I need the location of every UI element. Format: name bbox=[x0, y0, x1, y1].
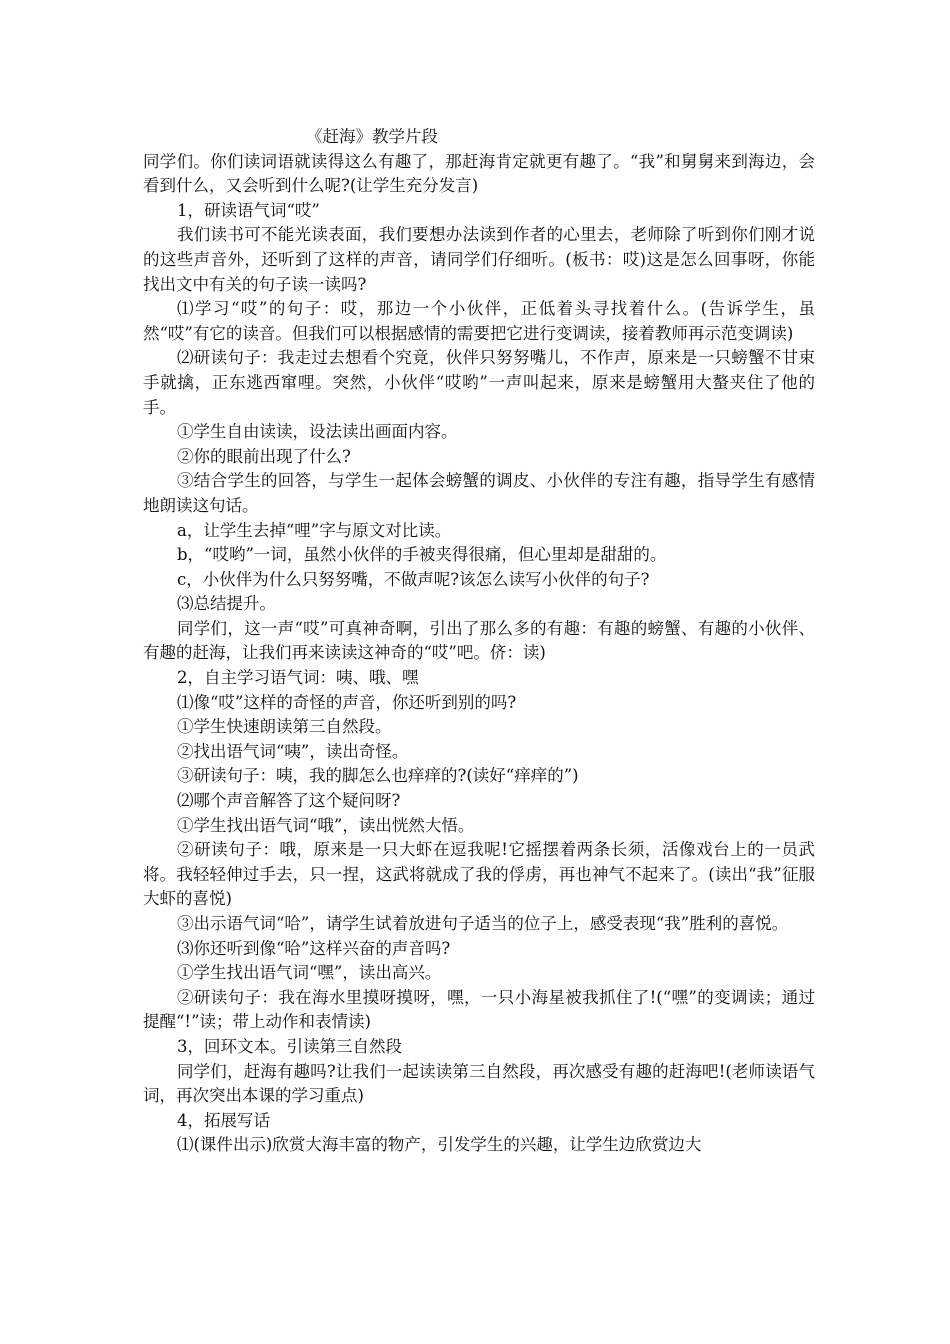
paragraph: ⑴学习“哎”的句子：哎，那边一个小伙伴，正低着头寻找着什么。(告诉学生，虽然“哎”有它的读音。但我们可以根据感情的需要把它进行变调读，接着教师再示范变调读) bbox=[143, 299, 815, 343]
paragraph: ①学生自由读读，设法读出画面内容。 bbox=[177, 422, 458, 442]
paragraph: c，小伙伴为什么只努努嘴，不做声呢?该怎么读写小伙伴的句子? bbox=[177, 569, 650, 589]
paragraph: ①学生找出语气词“嘿”，读出高兴。 bbox=[177, 963, 442, 983]
paragraph-list bbox=[143, 150, 815, 1158]
paragraph: ②找出语气词“咦”，读出奇怪。 bbox=[177, 741, 409, 761]
paragraph: 我们读书可不能光读表面，我们要想办法读到作者的心里去，老师除了听到你们刚才说的这些声音外，还听到了这样的声音，请同学们仔细听。(板书：哎)这是怎么回事呀，你能找出文中有关的句子读一读吗? bbox=[143, 225, 815, 294]
paragraph: 1，研读语气词“哎” bbox=[177, 200, 320, 220]
paragraph: ①学生快速朗读第三自然段。 bbox=[177, 717, 392, 737]
document-body bbox=[143, 125, 815, 1158]
paragraph: ③出示语气词“哈”，请学生试着放进句子适当的位子上，感受表现“我”胜利的喜悦。 bbox=[177, 914, 789, 933]
paragraph: 同学们。你们读词语就读得这么有趣了，那赶海肯定就更有趣了。“我”和舅舅来到海边，会看到什么，又会听到什么呢?(让学生充分发言) bbox=[143, 151, 815, 196]
paragraph: ⑴像“哎”这样的奇怪的声音，你还听到别的吗? bbox=[177, 692, 517, 712]
paragraph: ③结合学生的回答，与学生一起体会螃蟹的调皮、小伙伴的专注有趣，指导学生有感情地朗读这句话。 bbox=[143, 471, 815, 515]
paragraph: 3，回环文本。引读第三自然段 bbox=[177, 1036, 402, 1056]
paragraph: ⑴(课件出示)欣赏大海丰富的物产，引发学生的兴趣，让学生边欣赏边大 bbox=[177, 1135, 702, 1155]
paragraph: b，“哎哟”一词，虽然小伙伴的手被夹得很痛，但心里却是甜甜的。 bbox=[177, 545, 667, 565]
paragraph: ⑵研读句子：我走过去想看个究竟，伙伴只努努嘴儿，不作声，原来是一只螃蟹不甘束手就擒，正东逃西窜哩。突然，小伙伴“哎哟”一声叫起来，原来是螃蟹用大螯夹住了他的手。 bbox=[143, 348, 815, 417]
paragraph: ②研读句子：我在海水里摸呀摸呀，嘿，一只小海星被我抓住了!(“嘿”的变调读；通过提醒“!”读；带上动作和表情读) bbox=[143, 987, 815, 1032]
paragraph: ①学生找出语气词“哦”，读出恍然大悟。 bbox=[177, 815, 475, 835]
paragraph: ⑶总结提升。 bbox=[177, 594, 276, 614]
paragraph: a，让学生去掉“哩”字与原文对比读。 bbox=[177, 520, 452, 540]
paragraph: ③研读句子：咦，我的脚怎么也痒痒的?(读好“痒痒的”) bbox=[177, 766, 579, 786]
document-title: 《赶海》教学片段 bbox=[306, 127, 438, 146]
paragraph: 同学们，这一声“哎”可真神奇啊，引出了那么多的有趣：有趣的螃蟹、有趣的小伙伴、有趣的赶海，让我们再来读读这神奇的“哎”吧。侪：读) bbox=[143, 618, 815, 663]
paragraph: ②你的眼前出现了什么? bbox=[177, 446, 351, 466]
paragraph: ②研读句子：哦，原来是一只大虾在逗我呢!它摇摆着两条长须，活像戏台上的一员武将。我轻轻伸过手去，只一捏，这武将就成了我的俘虏，再也神气不起来了。(读出“我”征服大虾的喜悦) bbox=[143, 840, 815, 909]
paragraph: 同学们，赶海有趣吗?让我们一起读读第三自然段，再次感受有趣的赶海吧!(老师读语气词，再次突出本课的学习重点) bbox=[143, 1061, 815, 1106]
paragraph: ⑵哪个声音解答了这个疑问呀? bbox=[177, 791, 401, 811]
paragraph: ⑶你还听到像“哈”这样兴奋的声音吗? bbox=[177, 938, 451, 958]
paragraph: 2，自主学习语气词：咦、哦、嘿 bbox=[177, 668, 419, 688]
paragraph: 4，拓展写话 bbox=[177, 1110, 270, 1130]
